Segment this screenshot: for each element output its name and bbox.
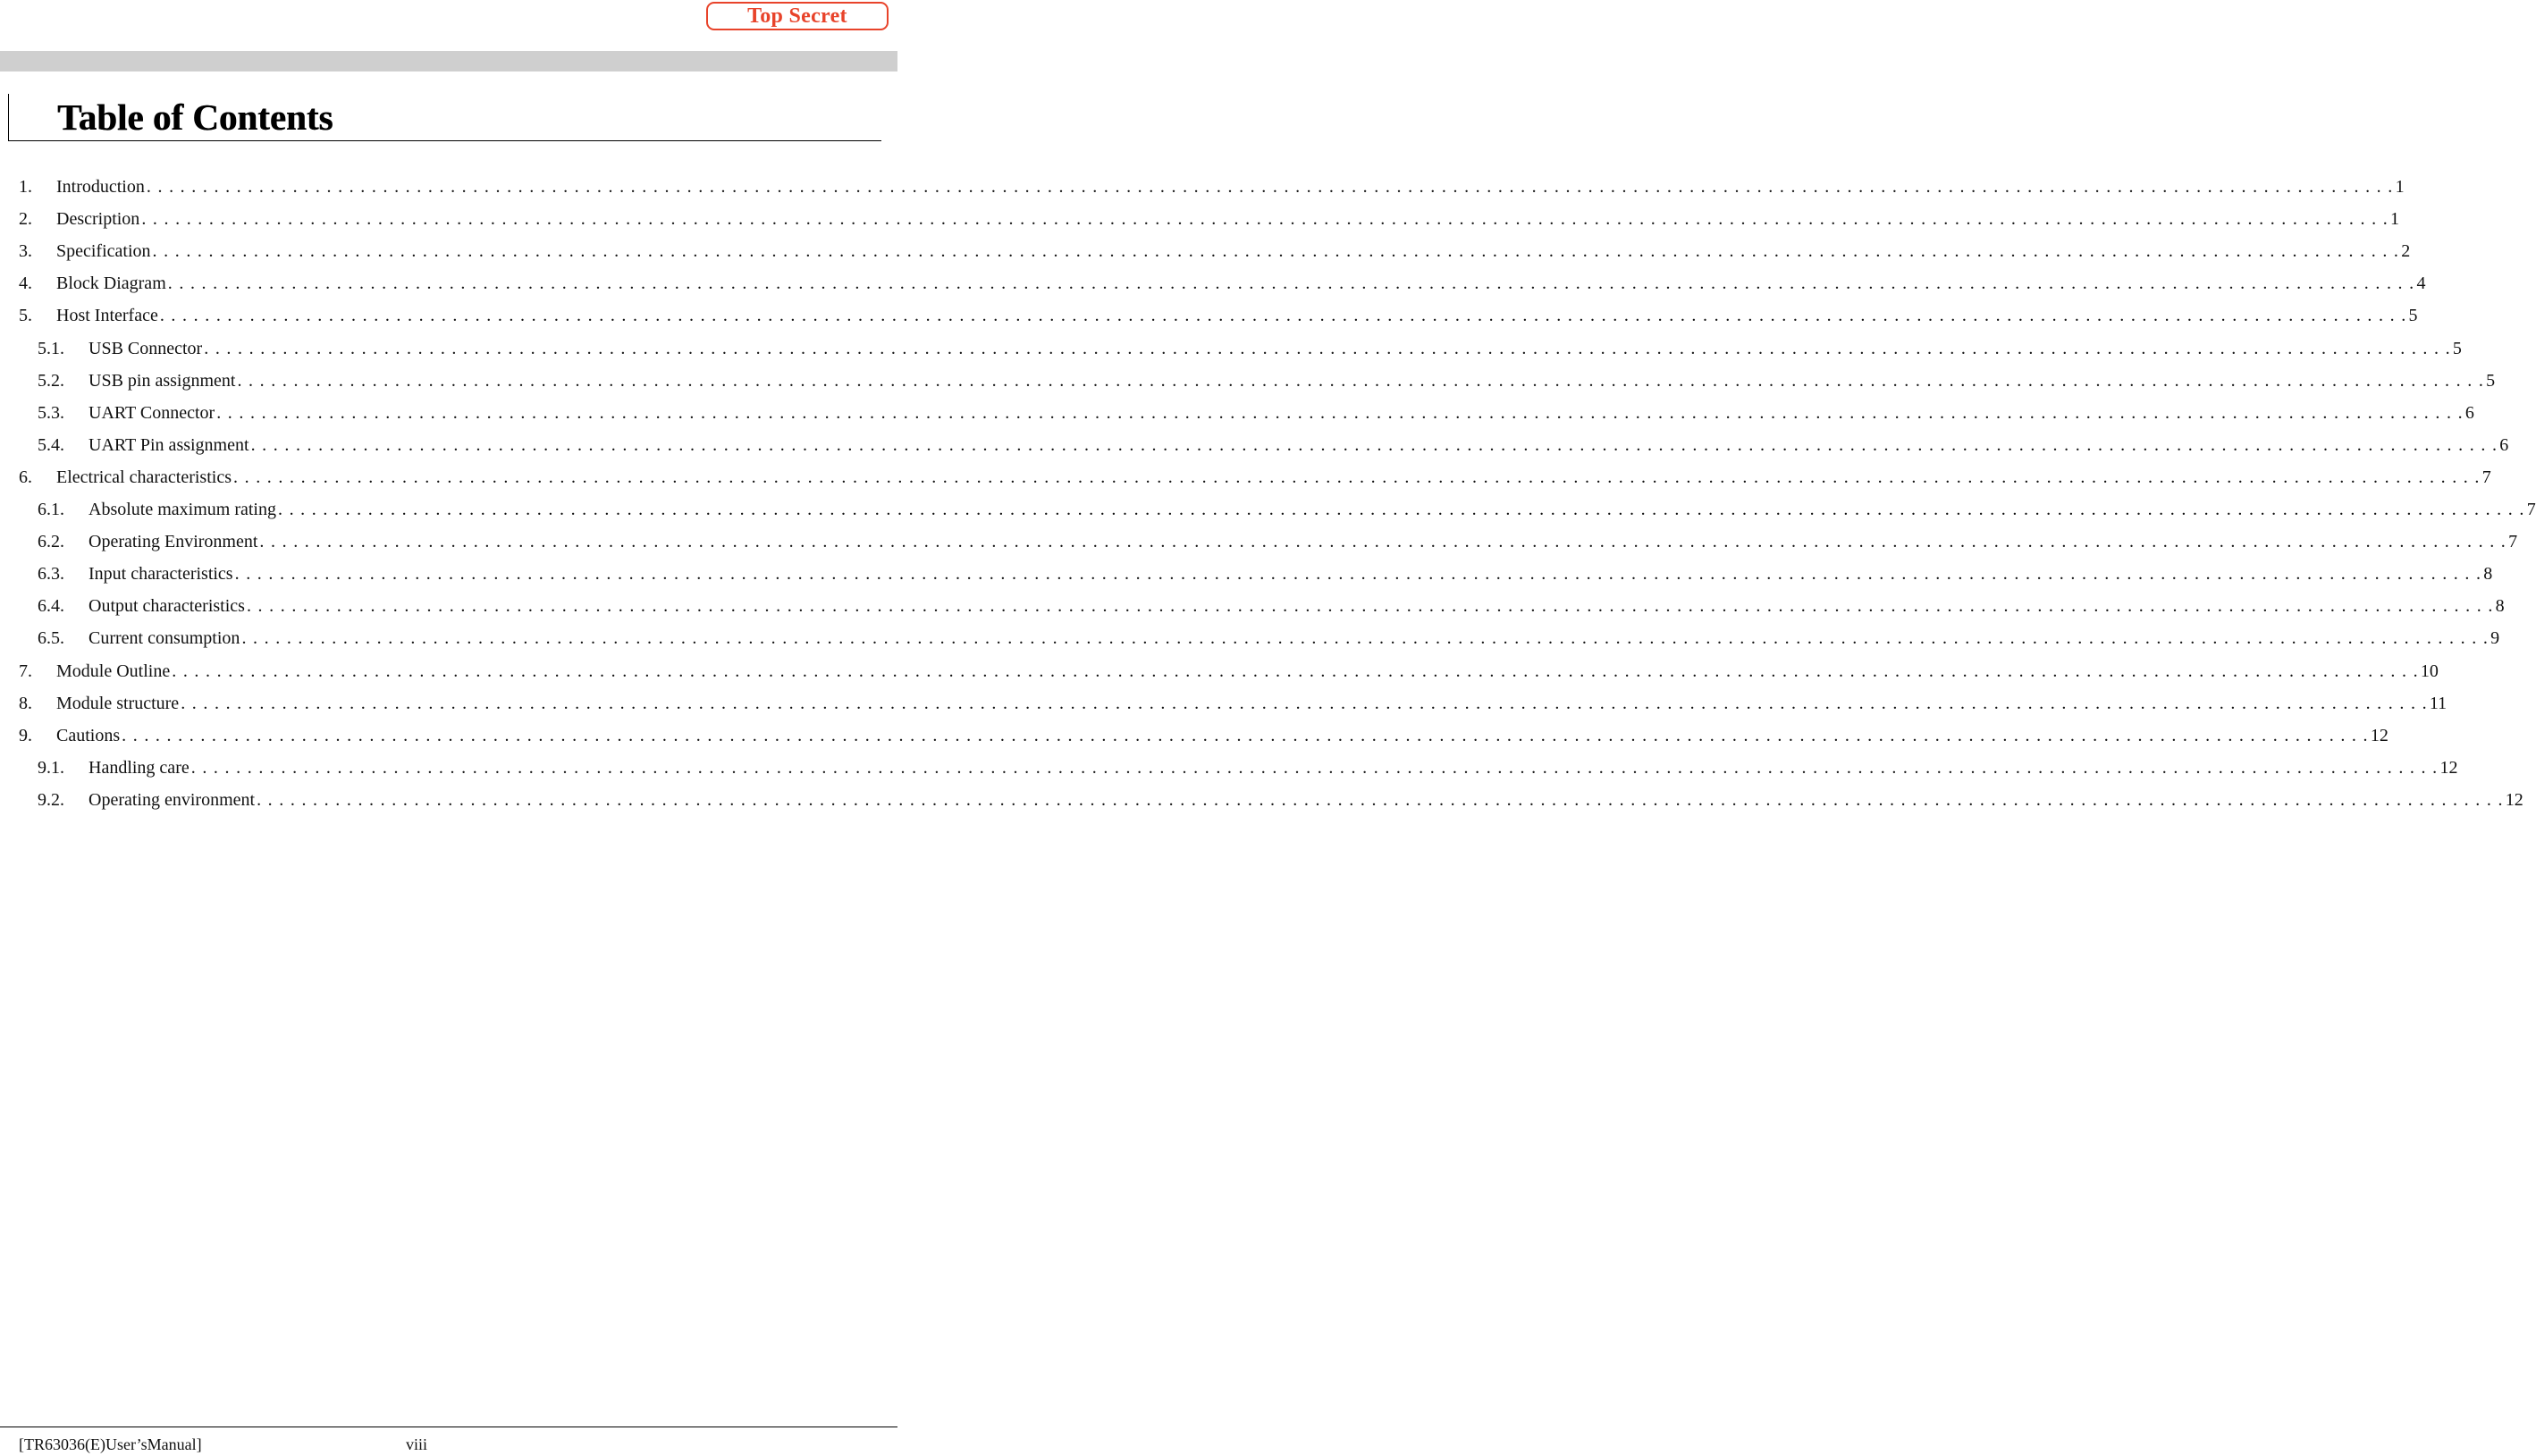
toc-entry-title: Introduction — [56, 177, 145, 197]
toc-entry[interactable] — [38, 789, 2523, 811]
toc-dot-leader: . . . . . . . . . . . . . . . . . . . . . . . . . . . . . . . . . . . . . . . . . . . . . . . . . . . . . . . . . . . . . . . . . . . . . . . . . . . . . . . . . . . . . . . . . . . . . . . . . . . . . . . . . . . . . . . . . . . . . . . . . . . . . . . . . . . . . . . . . . . . . . . . . . . . . . . . . . . . . . . . . . . . . . . . . . . . . . . . . . . . . . . . . . . . . . . . . . . . . . . . — [204, 338, 2451, 358]
toc-entry-number: 4. — [19, 274, 32, 294]
toc-entry-title: Absolute maximum rating — [88, 500, 276, 519]
footer-document-id: [TR63036(E)User’sManual] — [19, 1435, 202, 1453]
toc-entry-page: 12 — [2439, 757, 2458, 778]
toc-entry-page: 8 — [2495, 596, 2505, 617]
toc-dot-leader: . . . . . . . . . . . . . . . . . . . . . . . . . . . . . . . . . . . . . . . . . . . . . . . . . . . . . . . . . . . . . . . . . . . . . . . . . . . . . . . . . . . . . . . . . . . . . . . . . . . . . . . . . . . . . . . . . . . . . . . . . . . . . . . . . . . . . . . . . . . . . . . . . . . . . . . . . . . . . . . . . . . . . . . . . . . . . . . . . . . . . . . . . . . . . . . . . . . . . . . . — [159, 306, 2407, 326]
toc-entry-number: 6.1. — [38, 500, 64, 519]
toc-dot-leader: . . . . . . . . . . . . . . . . . . . . . . . . . . . . . . . . . . . . . . . . . . . . . . . . . . . . . . . . . . . . . . . . . . . . . . . . . . . . . . . . . . . . . . . . . . . . . . . . . . . . . . . . . . . . . . . . . . . . . . . . . . . . . . . . . . . . . . . . . . . . . . . . . . . . . . . . . . . . . . . . . . . . . . . . . . . . . . . . . . . . . . . . . . . . . . . . . . . . . . . . — [233, 467, 2481, 487]
toc-entry-number: 9.2. — [38, 789, 64, 810]
toc-entry[interactable] — [38, 531, 2518, 552]
toc-entry[interactable] — [19, 273, 2426, 294]
footer-page-number: viii — [406, 1435, 428, 1453]
toc-entry[interactable] — [38, 402, 2474, 424]
toc-dot-leader: . . . . . . . . . . . . . . . . . . . . . . . . . . . . . . . . . . . . . . . . . . . . . . . . . . . . . . . . . . . . . . . . . . . . . . . . . . . . . . . . . . . . . . . . . . . . . . . . . . . . . . . . . . . . . . . . . . . . . . . . . . . . . . . . . . . . . . . . . . . . . . . . . . . . . . . . . . . . . . . . . . . . . . . . . . . . . . . . . . . . . . . . . . . . . . . . . . . . . . . . — [257, 789, 2504, 810]
toc-entry[interactable] — [38, 370, 2496, 391]
toc-entry-number: 5.1. — [38, 338, 64, 358]
toc-entry-page: 7 — [2508, 532, 2518, 552]
toc-entry-title: Specification — [56, 241, 151, 262]
toc-entry[interactable] — [19, 467, 2491, 488]
toc-entry-page: 6 — [2464, 402, 2474, 423]
toc-entry-number: 5. — [19, 306, 32, 326]
toc-entry-title: USB pin assignment — [88, 370, 236, 391]
toc-entry-title: USB Connector — [88, 338, 203, 358]
toc-entry[interactable] — [19, 176, 2405, 198]
toc-entry-number: 5.2. — [38, 370, 64, 391]
toc-entry[interactable] — [38, 499, 2536, 520]
toc-entry-number: 5.3. — [38, 402, 64, 423]
toc-entry-page: 1 — [2395, 177, 2405, 197]
top-secret-stamp: Top Secret — [706, 2, 889, 30]
toc-entry-title: Electrical characteristics — [56, 467, 232, 487]
toc-entry-page: 4 — [2416, 274, 2426, 294]
toc-entry-page: 12 — [2505, 789, 2523, 810]
title-frame — [8, 94, 881, 141]
toc-entry[interactable] — [38, 338, 2462, 359]
toc-entry[interactable] — [38, 434, 2509, 456]
toc-entry-number: 6.5. — [38, 628, 64, 649]
toc-entry-page: 5 — [2452, 338, 2462, 358]
toc-entry-number: 3. — [19, 241, 32, 262]
toc-entry-title: Host Interface — [56, 306, 158, 326]
toc-dot-leader: . . . . . . . . . . . . . . . . . . . . . . . . . . . . . . . . . . . . . . . . . . . . . . . . . . . . . . . . . . . . . . . . . . . . . . . . . . . . . . . . . . . . . . . . . . . . . . . . . . . . . . . . . . . . . . . . . . . . . . . . . . . . . . . . . . . . . . . . . . . . . . . . . . . . . . . . . . . . . . . . . . . . . . . . . . . . . . . . . . . . . . . . . . . . . . . . . . . . . . . . — [167, 274, 2415, 294]
toc-entry-page: 9 — [2490, 628, 2500, 649]
toc-entry-title: Input characteristics — [88, 564, 233, 585]
toc-entry-page: 7 — [2526, 500, 2536, 519]
toc-entry-title: UART Connector — [88, 402, 215, 423]
toc-entry-page: 8 — [2483, 564, 2493, 585]
page-title: Table of Contents — [57, 97, 333, 138]
toc-dot-leader: . . . . . . . . . . . . . . . . . . . . . . . . . . . . . . . . . . . . . . . . . . . . . . . . . . . . . . . . . . . . . . . . . . . . . . . . . . . . . . . . . . . . . . . . . . . . . . . . . . . . . . . . . . . . . . . . . . . . . . . . . . . . . . . . . . . . . . . . . . . . . . . . . . . . . . . . . . . . . . . . . . . . . . . . . . . . . . . . . . . . . . . . . . . . . . . . . . . . . . . . — [216, 402, 2464, 423]
toc-entry-page: 7 — [2481, 467, 2491, 487]
toc-dot-leader: . . . . . . . . . . . . . . . . . . . . . . . . . . . . . . . . . . . . . . . . . . . . . . . . . . . . . . . . . . . . . . . . . . . . . . . . . . . . . . . . . . . . . . . . . . . . . . . . . . . . . . . . . . . . . . . . . . . . . . . . . . . . . . . . . . . . . . . . . . . . . . . . . . . . . . . . . . . . . . . . . . . . . . . . . . . . . . . . . . . . . . . . . . . . . . . . . . . . . . . . — [146, 177, 2394, 197]
toc-dot-leader: . . . . . . . . . . . . . . . . . . . . . . . . . . . . . . . . . . . . . . . . . . . . . . . . . . . . . . . . . . . . . . . . . . . . . . . . . . . . . . . . . . . . . . . . . . . . . . . . . . . . . . . . . . . . . . . . . . . . . . . . . . . . . . . . . . . . . . . . . . . . . . . . . . . . . . . . . . . . . . . . . . . . . . . . . . . . . . . . . . . . . . . . . . . . . . . . . . . . . . . . — [141, 209, 2389, 230]
toc-entry-page: 11 — [2429, 693, 2448, 713]
toc-entry-number: 5.4. — [38, 434, 64, 455]
toc-entry[interactable] — [19, 661, 2439, 682]
toc-entry-title: Handling care — [88, 757, 190, 778]
toc-entry-page: 5 — [2486, 370, 2496, 391]
toc-entry-number: 1. — [19, 177, 32, 197]
toc-entry-number: 6.3. — [38, 564, 64, 585]
toc-entry[interactable] — [38, 627, 2500, 649]
toc-entry-title: Operating Environment — [88, 532, 258, 552]
toc-dot-leader: . . . . . . . . . . . . . . . . . . . . . . . . . . . . . . . . . . . . . . . . . . . . . . . . . . . . . . . . . . . . . . . . . . . . . . . . . . . . . . . . . . . . . . . . . . . . . . . . . . . . . . . . . . . . . . . . . . . . . . . . . . . . . . . . . . . . . . . . . . . . . . . . . . . . . . . . . . . . . . . . . . . . . . . . . . . . . . . . . . . . . . . . . . . . . . . . . . . . . . . . — [250, 434, 2498, 455]
toc-entry-number: 6. — [19, 467, 32, 487]
header-band — [0, 51, 897, 72]
toc-dot-leader: . . . . . . . . . . . . . . . . . . . . . . . . . . . . . . . . . . . . . . . . . . . . . . . . . . . . . . . . . . . . . . . . . . . . . . . . . . . . . . . . . . . . . . . . . . . . . . . . . . . . . . . . . . . . . . . . . . . . . . . . . . . . . . . . . . . . . . . . . . . . . . . . . . . . . . . . . . . . . . . . . . . . . . . . . . . . . . . . . . . . . . . . . . . . . . . . . . . . . . . . — [190, 757, 2439, 778]
toc-entry-title: Cautions — [56, 725, 121, 745]
toc-entry-number: 9.1. — [38, 757, 64, 778]
toc-entry-title: Description — [56, 209, 140, 230]
toc-entry-title: Output characteristics — [88, 596, 245, 617]
toc-entry-title: Module structure — [56, 693, 180, 713]
toc-dot-leader: . . . . . . . . . . . . . . . . . . . . . . . . . . . . . . . . . . . . . . . . . . . . . . . . . . . . . . . . . . . . . . . . . . . . . . . . . . . . . . . . . . . . . . . . . . . . . . . . . . . . . . . . . . . . . . . . . . . . . . . . . . . . . . . . . . . . . . . . . . . . . . . . . . . . . . . . . . . . . . . . . . . . . . . . . . . . . . . . . . . . . . . . . . . . . . . . . . . . . . . . — [152, 241, 2400, 262]
toc-dot-leader: . . . . . . . . . . . . . . . . . . . . . . . . . . . . . . . . . . . . . . . . . . . . . . . . . . . . . . . . . . . . . . . . . . . . . . . . . . . . . . . . . . . . . . . . . . . . . . . . . . . . . . . . . . . . . . . . . . . . . . . . . . . . . . . . . . . . . . . . . . . . . . . . . . . . . . . . . . . . . . . . . . . . . . . . . . . . . . . . . . . . . . . . . . . . . . . . . . . . . . . . — [172, 661, 2419, 681]
toc-entry[interactable] — [38, 757, 2458, 778]
toc-dot-leader: . . . . . . . . . . . . . . . . . . . . . . . . . . . . . . . . . . . . . . . . . . . . . . . . . . . . . . . . . . . . . . . . . . . . . . . . . . . . . . . . . . . . . . . . . . . . . . . . . . . . . . . . . . . . . . . . . . . . . . . . . . . . . . . . . . . . . . . . . . . . . . . . . . . . . . . . . . . . . . . . . . . . . . . . . . . . . . . . . . . . . . . . . . . . . . . . . . . . . . . . — [246, 596, 2494, 617]
toc-entry-number: 9. — [19, 725, 32, 745]
toc-dot-leader: . . . . . . . . . . . . . . . . . . . . . . . . . . . . . . . . . . . . . . . . . . . . . . . . . . . . . . . . . . . . . . . . . . . . . . . . . . . . . . . . . . . . . . . . . . . . . . . . . . . . . . . . . . . . . . . . . . . . . . . . . . . . . . . . . . . . . . . . . . . . . . . . . . . . . . . . . . . . . . . . . . . . . . . . . . . . . . . . . . . . . . . . . . . . . . . . . . . . . . . . — [122, 725, 2369, 745]
toc-entry-number: 6.4. — [38, 596, 64, 617]
toc-entry-number: 8. — [19, 693, 32, 713]
toc-entry-title: Operating environment — [88, 789, 256, 810]
toc-entry-number: 2. — [19, 209, 32, 230]
toc-entry-page: 10 — [2420, 661, 2439, 681]
toc-entry-title: Module Outline — [56, 661, 171, 681]
toc-dot-leader: . . . . . . . . . . . . . . . . . . . . . . . . . . . . . . . . . . . . . . . . . . . . . . . . . . . . . . . . . . . . . . . . . . . . . . . . . . . . . . . . . . . . . . . . . . . . . . . . . . . . . . . . . . . . . . . . . . . . . . . . . . . . . . . . . . . . . . . . . . . . . . . . . . . . . . . . . . . . . . . . . . . . . . . . . . . . . . . . . . . . . . . . . . . . . . . . . . . . . . . . — [277, 500, 2525, 519]
toc-entry[interactable] — [38, 563, 2493, 585]
toc-entry-title: Block Diagram — [56, 274, 166, 294]
toc-entry[interactable] — [19, 725, 2389, 746]
toc-entry-title: Current consumption — [88, 628, 240, 649]
toc-entry[interactable] — [19, 208, 2400, 230]
toc-entry-page: 1 — [2390, 209, 2400, 230]
toc-entry-page: 12 — [2370, 725, 2389, 745]
toc-entry-title: UART Pin assignment — [88, 434, 249, 455]
toc-dot-leader: . . . . . . . . . . . . . . . . . . . . . . . . . . . . . . . . . . . . . . . . . . . . . . . . . . . . . . . . . . . . . . . . . . . . . . . . . . . . . . . . . . . . . . . . . . . . . . . . . . . . . . . . . . . . . . . . . . . . . . . . . . . . . . . . . . . . . . . . . . . . . . . . . . . . . . . . . . . . . . . . . . . . . . . . . . . . . . . . . . . . . . . . . . . . . . . . . . . . . . . . — [241, 628, 2490, 649]
toc-entry[interactable] — [19, 305, 2418, 326]
toc-dot-leader: . . . . . . . . . . . . . . . . . . . . . . . . . . . . . . . . . . . . . . . . . . . . . . . . . . . . . . . . . . . . . . . . . . . . . . . . . . . . . . . . . . . . . . . . . . . . . . . . . . . . . . . . . . . . . . . . . . . . . . . . . . . . . . . . . . . . . . . . . . . . . . . . . . . . . . . . . . . . . . . . . . . . . . . . . . . . . . . . . . . . . . . . . . . . . . . . . . . . . . . . — [237, 370, 2485, 391]
toc-entry-number: 7. — [19, 661, 32, 681]
toc-dot-leader: . . . . . . . . . . . . . . . . . . . . . . . . . . . . . . . . . . . . . . . . . . . . . . . . . . . . . . . . . . . . . . . . . . . . . . . . . . . . . . . . . . . . . . . . . . . . . . . . . . . . . . . . . . . . . . . . . . . . . . . . . . . . . . . . . . . . . . . . . . . . . . . . . . . . . . . . . . . . . . . . . . . . . . . . . . . . . . . . . . . . . . . . . . . . . . . . . . . . . . . . — [181, 693, 2428, 713]
toc-entry-page: 2 — [2401, 241, 2411, 262]
toc-entry-page: 6 — [2499, 434, 2509, 455]
toc-entry-number: 6.2. — [38, 532, 64, 552]
toc-entry-page: 5 — [2408, 306, 2418, 326]
toc-entry[interactable] — [38, 595, 2505, 617]
toc-dot-leader: . . . . . . . . . . . . . . . . . . . . . . . . . . . . . . . . . . . . . . . . . . . . . . . . . . . . . . . . . . . . . . . . . . . . . . . . . . . . . . . . . . . . . . . . . . . . . . . . . . . . . . . . . . . . . . . . . . . . . . . . . . . . . . . . . . . . . . . . . . . . . . . . . . . . . . . . . . . . . . . . . . . . . . . . . . . . . . . . . . . . . . . . . . . . . . . . . . . . . . . . — [234, 564, 2482, 585]
toc-entry[interactable] — [19, 693, 2448, 714]
toc-entry[interactable] — [19, 240, 2411, 262]
toc-dot-leader: . . . . . . . . . . . . . . . . . . . . . . . . . . . . . . . . . . . . . . . . . . . . . . . . . . . . . . . . . . . . . . . . . . . . . . . . . . . . . . . . . . . . . . . . . . . . . . . . . . . . . . . . . . . . . . . . . . . . . . . . . . . . . . . . . . . . . . . . . . . . . . . . . . . . . . . . . . . . . . . . . . . . . . . . . . . . . . . . . . . . . . . . . . . . . . . . . . . . . . . . — [259, 532, 2507, 552]
